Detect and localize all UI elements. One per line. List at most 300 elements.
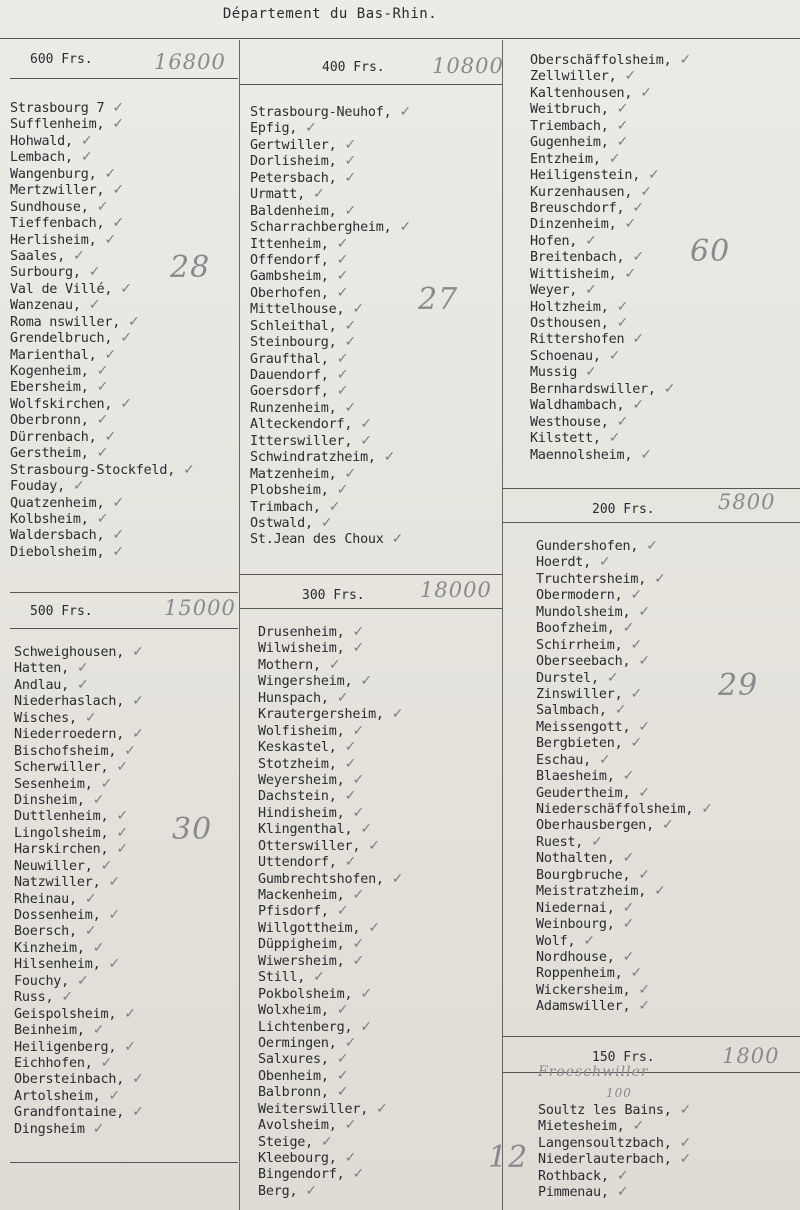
checkmark-icon: ✓: [630, 685, 643, 702]
commune-name: Geudertheim,: [536, 785, 631, 801]
checkmark-icon: ✓: [399, 219, 412, 236]
commune-name: Rittershofen: [530, 332, 625, 348]
checkmark-icon: ✓: [77, 660, 89, 677]
commune-name: Weiterswiller,: [258, 1101, 369, 1117]
commune-entry: [258, 657, 403, 673]
commune-entry: [14, 808, 144, 824]
commune-entry: [10, 495, 195, 511]
commune-name: Epfig,: [250, 121, 298, 137]
commune-name: Hatten,: [14, 661, 70, 677]
checkmark-icon: ✓: [661, 817, 674, 834]
commune-entry: [10, 379, 195, 395]
commune-entry: [258, 838, 403, 854]
commune-name: Wolfisheim,: [258, 723, 345, 739]
pencil-count-200: 29: [718, 668, 759, 703]
commune-entry: [14, 776, 144, 792]
commune-name: Bingendorf,: [258, 1167, 345, 1183]
commune-entry: [530, 414, 691, 430]
list-400: [250, 104, 411, 548]
checkmark-icon: ✓: [104, 231, 117, 248]
commune-entry: [530, 348, 691, 364]
commune-entry: [250, 367, 411, 383]
commune-entry: [14, 726, 144, 742]
pencil-small-150: 100: [606, 1086, 632, 1100]
commune-entry: [250, 285, 411, 301]
commune-name: Weyersheim,: [258, 772, 345, 788]
checkmark-icon: ✓: [638, 784, 650, 801]
rule-col3-mid: [502, 488, 800, 489]
commune-entry: [14, 1055, 144, 1071]
commune-name: Bergbieten,: [536, 736, 623, 752]
commune-entry: [258, 1117, 403, 1133]
commune-entry: [258, 640, 403, 656]
checkmark-icon: ✓: [328, 498, 341, 515]
checkmark-icon: ✓: [92, 1120, 105, 1137]
commune-name: Wolf,: [536, 933, 576, 949]
checkmark-icon: ✓: [638, 653, 650, 670]
commune-name: Uttendorf,: [258, 855, 337, 871]
section-title-150: 150 Frs.: [592, 1050, 655, 1065]
checkmark-icon: ✓: [352, 804, 365, 821]
commune-name: Salmbach,: [536, 703, 607, 719]
checkmark-icon: ✓: [336, 689, 349, 706]
checkmark-icon: ✓: [328, 656, 341, 673]
commune-entry: [250, 466, 411, 482]
checkmark-icon: ✓: [336, 903, 349, 920]
commune-name: Keskastel,: [258, 740, 337, 756]
commune-entry: [10, 478, 195, 494]
checkmark-icon: ✓: [77, 972, 89, 989]
checkmark-icon: ✓: [608, 347, 621, 364]
page-title: Département du Bas-Rhin.: [222, 6, 438, 22]
checkmark-icon: ✓: [313, 969, 325, 986]
commune-name: Sesenheim,: [14, 776, 93, 792]
commune-entry: [536, 719, 713, 735]
commune-entry: [250, 186, 411, 202]
commune-name: Itterswiller,: [250, 433, 353, 449]
commune-name: Artolsheim,: [14, 1088, 101, 1104]
checkmark-icon: ✓: [352, 887, 365, 903]
commune-entry: [536, 702, 713, 718]
commune-name: Obenheim,: [258, 1068, 329, 1084]
commune-entry: [258, 953, 403, 969]
pencil-total-300: 18000: [420, 578, 492, 602]
commune-name: Mothern,: [258, 657, 321, 673]
commune-name: Avolsheim,: [258, 1118, 337, 1134]
commune-name: Willgottheim,: [258, 920, 361, 936]
commune-entry: [258, 821, 403, 837]
commune-name: Adamswiller,: [536, 999, 631, 1015]
checkmark-icon: ✓: [336, 367, 349, 383]
checkmark-icon: ✓: [313, 186, 325, 203]
commune-entry: [250, 531, 411, 547]
commune-name: Alteckendorf,: [250, 417, 353, 433]
commune-entry: [250, 301, 411, 317]
commune-entry: [250, 515, 411, 531]
commune-entry: [538, 1135, 691, 1151]
commune-entry: [14, 923, 144, 939]
checkmark-icon: ✓: [344, 169, 357, 186]
commune-name: Obersteinbach,: [14, 1072, 125, 1088]
commune-name: Beinheim,: [14, 1023, 85, 1039]
commune-entry: [258, 723, 403, 739]
checkmark-icon: ✓: [96, 198, 109, 215]
checkmark-icon: ✓: [638, 981, 650, 998]
checkmark-icon: ✓: [120, 330, 132, 347]
commune-entry: [10, 363, 195, 379]
commune-entry: [538, 1102, 691, 1118]
commune-name: Steige,: [258, 1134, 314, 1150]
checkmark-icon: ✓: [132, 1104, 144, 1121]
commune-entry: [536, 817, 713, 833]
checkmark-icon: ✓: [336, 482, 349, 499]
commune-name: Ostwald,: [250, 515, 313, 531]
commune-entry: [530, 364, 691, 380]
commune-entry: [10, 511, 195, 527]
pencil-note-150: Froeschwiller: [538, 1064, 649, 1080]
commune-name: Wilwisheim,: [258, 641, 345, 657]
commune-entry: [250, 383, 411, 399]
section-title-300: 300 Frs.: [302, 588, 365, 603]
commune-entry: [10, 462, 195, 478]
commune-entry: [10, 412, 195, 428]
commune-name: Geispolsheim,: [14, 1006, 117, 1022]
checkmark-icon: ✓: [112, 527, 124, 544]
commune-entry: [250, 252, 411, 268]
commune-name: Dingsheim: [14, 1121, 85, 1137]
commune-entry: [10, 182, 195, 198]
commune-entry: [250, 104, 411, 120]
commune-name: Niederschäffolsheim,: [536, 802, 694, 817]
checkmark-icon: ✓: [632, 199, 644, 216]
commune-name: Gumbrechtshofen,: [258, 871, 384, 887]
checkmark-icon: ✓: [616, 101, 629, 118]
checkmark-icon: ✓: [616, 298, 629, 315]
checkmark-icon: ✓: [344, 465, 357, 482]
commune-entry: [14, 874, 144, 890]
commune-name: Harskirchen,: [14, 842, 109, 858]
commune-name: Kogenheim,: [10, 364, 89, 379]
commune-name: Rothback,: [538, 1168, 609, 1184]
commune-name: Zinswiller,: [536, 686, 623, 702]
checkmark-icon: ✓: [399, 104, 412, 120]
commune-entry: [10, 281, 195, 297]
commune-name: Wingersheim,: [258, 674, 353, 690]
checkmark-icon: ✓: [321, 1133, 333, 1150]
commune-name: Ittenheim,: [250, 236, 329, 252]
commune-name: Bernhardswiller,: [530, 381, 656, 397]
commune-entry: [14, 1006, 144, 1022]
list-150: [538, 1102, 691, 1201]
commune-name: Bischofsheim,: [14, 743, 117, 759]
checkmark-icon: ✓: [344, 202, 357, 219]
commune-name: Grendelbruch,: [10, 331, 113, 347]
commune-entry: [250, 318, 411, 334]
commune-name: Hindisheim,: [258, 805, 345, 821]
commune-entry: [530, 85, 691, 101]
checkmark-icon: ✓: [108, 1087, 121, 1104]
checkmark-icon: ✓: [630, 965, 643, 982]
commune-entry: [10, 199, 195, 215]
commune-name: Steinbourg,: [250, 335, 337, 351]
commune-entry: [536, 620, 713, 636]
checkmark-icon: ✓: [638, 603, 650, 620]
commune-name: Soultz les Bains,: [538, 1103, 672, 1118]
commune-name: Oberseebach,: [536, 654, 631, 670]
commune-entry: [10, 232, 195, 248]
checkmark-icon: ✓: [360, 673, 372, 690]
commune-entry: [536, 785, 713, 801]
commune-entry: [250, 153, 411, 169]
checkmark-icon: ✓: [622, 850, 635, 867]
commune-name: Marienthal,: [10, 347, 97, 363]
checkmark-icon: ✓: [336, 383, 349, 400]
checkmark-icon: ✓: [344, 1150, 357, 1166]
commune-name: Duttlenheim,: [14, 809, 109, 825]
checkmark-icon: ✓: [92, 791, 105, 808]
commune-name: Hilsenheim,: [14, 957, 101, 973]
commune-name: Waldhambach,: [530, 398, 625, 414]
checkmark-icon: ✓: [336, 235, 349, 252]
commune-name: Hofen,: [530, 233, 578, 249]
commune-entry: [258, 1150, 403, 1166]
commune-entry: [536, 571, 713, 587]
commune-entry: [530, 184, 691, 200]
commune-entry: [14, 792, 144, 808]
commune-entry: [530, 101, 691, 117]
commune-entry: [536, 587, 713, 603]
checkmark-icon: ✓: [640, 84, 652, 101]
commune-entry: [536, 916, 713, 932]
checkmark-icon: ✓: [336, 268, 349, 285]
commune-name: Kinzheim,: [14, 940, 85, 956]
commune-name: Osthousen,: [530, 316, 609, 331]
pencil-total-200: 5800: [718, 490, 776, 514]
commune-entry: [530, 447, 691, 463]
commune-name: Wolfskirchen,: [10, 396, 113, 412]
rule-col1-end: [10, 1162, 238, 1163]
commune-name: Boofzheim,: [536, 621, 615, 637]
commune-entry: [536, 670, 713, 686]
commune-name: Bourgbruche,: [536, 867, 631, 883]
commune-name: Breuschdorf,: [530, 200, 625, 216]
checkmark-icon: ✓: [360, 432, 372, 449]
commune-name: Strasbourg-Neuhof,: [250, 105, 392, 120]
checkmark-icon: ✓: [599, 751, 611, 768]
commune-name: Düppigheim,: [258, 937, 345, 953]
commune-name: Dinzenheim,: [530, 217, 617, 233]
checkmark-icon: ✓: [606, 669, 619, 686]
commune-name: Dinsheim,: [14, 792, 85, 808]
checkmark-icon: ✓: [124, 742, 136, 759]
checkmark-icon: ✓: [336, 1051, 349, 1068]
commune-name: Gambsheim,: [250, 269, 329, 285]
commune-name: Lembach,: [10, 150, 73, 166]
list-300: [258, 624, 403, 1199]
section-title-400: 400 Frs.: [322, 60, 385, 75]
commune-name: Schirrheim,: [536, 637, 623, 653]
rule-top: [0, 38, 800, 39]
checkmark-icon: ✓: [344, 334, 357, 351]
checkmark-icon: ✓: [344, 1034, 357, 1051]
commune-name: Oberhofen,: [250, 285, 329, 301]
checkmark-icon: ✓: [336, 1067, 349, 1084]
commune-name: Schoenau,: [530, 348, 601, 364]
checkmark-icon: ✓: [104, 346, 117, 363]
commune-entry: [538, 1184, 691, 1200]
commune-entry: [530, 315, 691, 331]
commune-name: Heiligenberg,: [14, 1039, 117, 1055]
commune-entry: [258, 871, 403, 887]
checkmark-icon: ✓: [344, 399, 357, 416]
commune-entry: [258, 1019, 403, 1035]
checkmark-icon: ✓: [640, 446, 652, 463]
commune-entry: [536, 768, 713, 784]
checkmark-icon: ✓: [679, 1151, 692, 1168]
commune-name: Wisches,: [14, 710, 77, 726]
commune-name: Kolbsheim,: [10, 511, 89, 527]
commune-name: Mittelhouse,: [250, 302, 345, 318]
commune-entry: [536, 752, 713, 768]
commune-name: Pfisdorf,: [258, 904, 329, 920]
checkmark-icon: ✓: [640, 183, 652, 200]
rule-col3-low: [502, 1036, 800, 1037]
commune-entry: [10, 330, 195, 346]
checkmark-icon: ✓: [84, 890, 97, 907]
commune-entry: [258, 936, 403, 952]
checkmark-icon: ✓: [614, 702, 627, 719]
checkmark-icon: ✓: [84, 709, 97, 726]
checkmark-icon: ✓: [120, 395, 132, 412]
commune-entry: [536, 933, 713, 949]
checkmark-icon: ✓: [679, 1102, 692, 1118]
commune-entry: [10, 133, 195, 149]
checkmark-icon: ✓: [616, 1167, 629, 1184]
commune-name: Schleithal,: [250, 318, 337, 334]
commune-entry: [250, 268, 411, 284]
commune-name: Baldenheim,: [250, 203, 337, 219]
commune-name: Fouchy,: [14, 973, 70, 989]
checkmark-icon: ✓: [73, 247, 85, 264]
commune-name: Plobsheim,: [250, 483, 329, 499]
checkmark-icon: ✓: [116, 759, 128, 776]
checkmark-icon: ✓: [120, 280, 132, 297]
checkmark-icon: ✓: [622, 899, 635, 916]
commune-entry: [250, 236, 411, 252]
commune-name: Oermingen,: [258, 1035, 337, 1051]
commune-entry: [530, 200, 691, 216]
commune-entry: [14, 956, 144, 972]
list-col3-top: [530, 52, 691, 463]
commune-entry: [10, 100, 195, 116]
commune-name: Weitbruch,: [530, 102, 609, 118]
commune-entry: [14, 825, 144, 841]
commune-entry: [10, 396, 195, 412]
commune-name: Ruest,: [536, 834, 584, 850]
commune-name: Oberhausbergen,: [536, 818, 654, 834]
checkmark-icon: ✓: [108, 956, 121, 973]
commune-entry: [536, 604, 713, 620]
commune-name: Dachstein,: [258, 789, 337, 805]
commune-name: Wittisheim,: [530, 266, 617, 282]
checkmark-icon: ✓: [96, 510, 109, 527]
commune-name: Weyer,: [530, 283, 578, 299]
commune-entry: [538, 1168, 691, 1184]
commune-name: Gertwiller,: [250, 137, 337, 153]
checkmark-icon: ✓: [391, 870, 404, 887]
commune-name: St.Jean des Choux: [250, 532, 384, 548]
commune-name: Graufthal,: [250, 351, 329, 367]
rule-col1-mid: [10, 592, 238, 593]
commune-name: Wangenburg,: [10, 166, 97, 182]
commune-entry: [14, 907, 144, 923]
commune-entry: [536, 538, 713, 554]
commune-entry: [14, 841, 144, 857]
checkmark-icon: ✓: [61, 989, 73, 1006]
commune-name: Gerstheim,: [10, 446, 89, 462]
commune-entry: [530, 68, 691, 84]
commune-entry: [258, 969, 403, 985]
commune-entry: [10, 166, 195, 182]
commune-entry: [10, 248, 195, 264]
checkmark-icon: ✓: [132, 726, 144, 743]
list-500: [14, 644, 144, 1137]
checkmark-icon: ✓: [96, 445, 109, 462]
commune-entry: [250, 400, 411, 416]
commune-name: Waldersbach,: [10, 528, 105, 544]
rule-600-bottom: [10, 78, 238, 79]
checkmark-icon: ✓: [80, 132, 93, 149]
commune-entry: [258, 739, 403, 755]
checkmark-icon: ✓: [352, 952, 365, 969]
checkmark-icon: ✓: [132, 693, 144, 710]
checkmark-icon: ✓: [608, 430, 621, 447]
checkmark-icon: ✓: [100, 1054, 113, 1071]
commune-name: Meistratzheim,: [536, 884, 647, 900]
checkmark-icon: ✓: [616, 315, 629, 331]
commune-name: Strasbourg-Stockfeld,: [10, 462, 176, 478]
checkmark-icon: ✓: [116, 841, 128, 858]
checkmark-icon: ✓: [112, 494, 124, 511]
commune-entry: [530, 397, 691, 413]
commune-entry: [258, 690, 403, 706]
commune-name: Grandfontaine,: [14, 1105, 125, 1121]
checkmark-icon: ✓: [583, 932, 595, 949]
commune-entry: [258, 1134, 403, 1150]
commune-name: Val de Villé,: [10, 281, 113, 297]
checkmark-icon: ✓: [352, 301, 364, 318]
commune-name: Durstel,: [536, 670, 599, 686]
commune-name: Scharrachbergheim,: [250, 220, 392, 236]
commune-name: Scherwiller,: [14, 760, 109, 776]
checkmark-icon: ✓: [630, 636, 643, 653]
pencil-total-400: 10800: [432, 54, 504, 78]
checkmark-icon: ✓: [376, 1100, 388, 1117]
commune-entry: [536, 949, 713, 965]
list-600: [10, 100, 195, 560]
checkmark-icon: ✓: [344, 854, 357, 871]
commune-name: Gundershofen,: [536, 539, 639, 554]
checkmark-icon: ✓: [116, 808, 128, 825]
checkmark-icon: ✓: [352, 624, 365, 640]
commune-entry: [258, 854, 403, 870]
checkmark-icon: ✓: [92, 939, 105, 956]
commune-name: Krautergersheim,: [258, 707, 384, 723]
checkmark-icon: ✓: [352, 722, 365, 739]
commune-name: Breitenbach,: [530, 250, 625, 266]
checkmark-icon: ✓: [132, 1071, 144, 1088]
commune-name: Rheinau,: [14, 891, 77, 907]
